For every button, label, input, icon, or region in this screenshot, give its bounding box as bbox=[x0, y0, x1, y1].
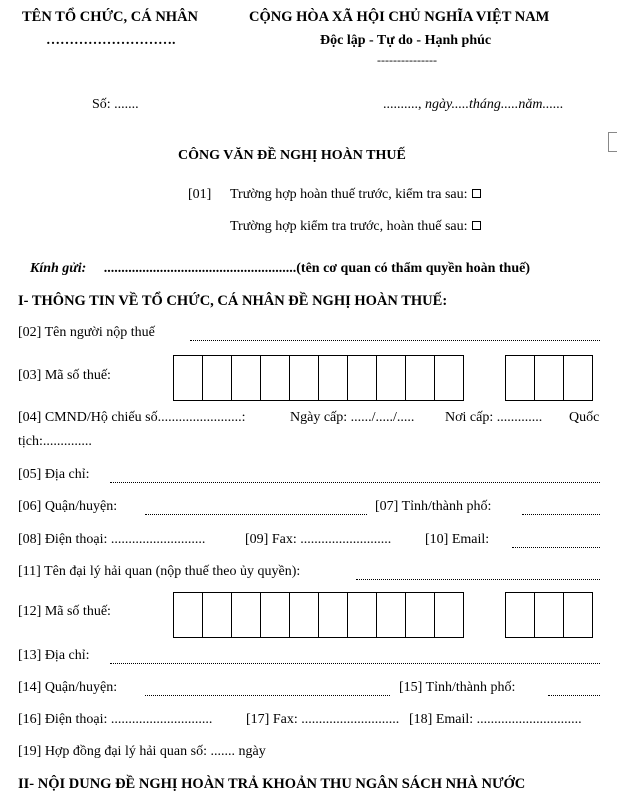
field-04-issue-place: Nơi cấp: ............. bbox=[445, 410, 543, 425]
document-title: CÔNG VĂN ĐỀ NGHỊ HOÀN THUẾ bbox=[178, 148, 406, 163]
field-04-nationality-label: Quốc bbox=[569, 410, 600, 425]
field-10-label: [10] Email: bbox=[425, 532, 490, 547]
field-14-label: [14] Quận/huyện: bbox=[18, 680, 118, 695]
field-10-input[interactable] bbox=[512, 547, 600, 548]
tax-code-cell[interactable] bbox=[290, 356, 319, 400]
field-04-nationality-value: tịch:.............. bbox=[18, 434, 92, 449]
field-15-label: [15] Tỉnh/thành phố: bbox=[399, 680, 516, 695]
tax-code-grid-suffix[interactable] bbox=[505, 355, 593, 401]
field-04-issue-date: Ngày cấp: ....../...../..... bbox=[290, 410, 415, 425]
recipient-label: Kính gửi: bbox=[30, 261, 87, 276]
tax-code-cell[interactable] bbox=[377, 356, 406, 400]
tax-code-cell[interactable] bbox=[377, 593, 406, 637]
field-03-label: [03] Mã số thuế: bbox=[18, 368, 111, 383]
field-09-label: [09] Fax: .......................... bbox=[245, 532, 392, 547]
field-05-input[interactable] bbox=[110, 482, 600, 483]
recipient-line bbox=[30, 261, 530, 277]
tax-code-cell[interactable] bbox=[406, 356, 435, 400]
motto: Độc lập - Tự do - Hạnh phúc bbox=[320, 33, 492, 48]
option-refund-first-label: Trường hợp hoàn thuế trước, kiểm tra sau: bbox=[230, 187, 468, 202]
field-02-input[interactable] bbox=[190, 340, 600, 341]
option-check-first-label: Trường hợp kiểm tra trước, hoàn thuế sau: bbox=[230, 219, 468, 234]
field-08-label: [08] Điện thoại: ........................... bbox=[18, 532, 206, 547]
tax-code-cell[interactable] bbox=[564, 593, 593, 637]
field-05-label: [05] Địa chỉ: bbox=[18, 467, 90, 482]
field-07-input[interactable] bbox=[522, 514, 600, 515]
recipient-dots: ....................................................... bbox=[103, 261, 297, 276]
tax-code-cell[interactable] bbox=[535, 593, 564, 637]
date-place: .........., bbox=[383, 97, 422, 112]
tax-code-cell[interactable] bbox=[174, 356, 203, 400]
tax-code-cell[interactable] bbox=[203, 356, 232, 400]
tax-code-cell[interactable] bbox=[535, 356, 564, 400]
tax-code-grid-agent-suffix[interactable] bbox=[505, 592, 593, 638]
option-code: [01] bbox=[188, 187, 212, 202]
recipient-note: (tên cơ quan có thẩm quyền hoàn thuế) bbox=[296, 261, 530, 276]
date-year: năm...... bbox=[518, 97, 564, 112]
field-02-label: [02] Tên người nộp thuế bbox=[18, 325, 155, 340]
field-15-input[interactable] bbox=[548, 695, 600, 696]
tax-code-cell[interactable] bbox=[290, 593, 319, 637]
field-06-label: [06] Quận/huyện: bbox=[18, 499, 118, 514]
field-17-label: [17] Fax: ............................ bbox=[246, 712, 400, 727]
field-14-input[interactable] bbox=[145, 695, 390, 696]
field-04-id-number: [04] CMND/Hộ chiếu số........................: bbox=[18, 410, 246, 425]
tax-code-cell[interactable] bbox=[174, 593, 203, 637]
tax-code-cell[interactable] bbox=[319, 356, 348, 400]
field-13-input[interactable] bbox=[110, 663, 600, 664]
date-month: tháng..... bbox=[468, 97, 519, 112]
field-13-label: [13] Địa chỉ: bbox=[18, 648, 90, 663]
field-11-input[interactable] bbox=[356, 579, 600, 580]
org-title: TÊN TỔ CHỨC, CÁ NHÂN bbox=[22, 9, 199, 25]
tax-code-cell[interactable] bbox=[406, 593, 435, 637]
tax-code-cell[interactable] bbox=[435, 593, 464, 637]
nation-title: CỘNG HÒA XÃ HỘI CHỦ NGHĨA VIỆT NAM bbox=[249, 9, 550, 25]
tax-code-grid-main[interactable] bbox=[173, 355, 464, 401]
tax-code-cell[interactable] bbox=[564, 356, 593, 400]
tax-code-cell[interactable] bbox=[506, 593, 535, 637]
tax-code-cell[interactable] bbox=[435, 356, 464, 400]
date-day: ngày..... bbox=[421, 97, 469, 112]
field-06-input[interactable] bbox=[145, 514, 367, 515]
motto-rule: --------------- bbox=[377, 53, 437, 67]
section-1-title: I- THÔNG TIN VỀ TỔ CHỨC, CÁ NHÂN ĐỀ NGHỊ HOÀN THUẾ: bbox=[18, 293, 448, 309]
option-refund-first bbox=[230, 187, 481, 203]
tax-code-grid-agent-main[interactable] bbox=[173, 592, 464, 638]
tax-code-cell[interactable] bbox=[506, 356, 535, 400]
tax-code-cell[interactable] bbox=[319, 593, 348, 637]
option-check-first-checkbox[interactable] bbox=[472, 221, 481, 230]
field-11-label: [11] Tên đại lý hải quan (nộp thuế theo ủy quyền): bbox=[18, 564, 301, 579]
tax-code-cell[interactable] bbox=[203, 593, 232, 637]
field-18-label: [18] Email: .............................. bbox=[409, 712, 582, 727]
option-refund-first-checkbox[interactable] bbox=[472, 189, 481, 198]
section-2-title: II- NỘI DUNG ĐỀ NGHỊ HOÀN TRẢ KHOẢN THU NGÂN SÁCH NHÀ NƯỚC bbox=[18, 776, 526, 792]
option-check-first bbox=[230, 219, 481, 235]
field-16-label: [16] Điện thoại: ............................. bbox=[18, 712, 213, 727]
tax-code-cell[interactable] bbox=[232, 356, 261, 400]
tax-code-cell[interactable] bbox=[348, 593, 377, 637]
page-edge-marker bbox=[608, 132, 617, 152]
field-19-label: [19] Hợp đồng đại lý hải quan số: ....... ngày bbox=[18, 744, 266, 759]
field-12-label: [12] Mã số thuế: bbox=[18, 604, 111, 619]
date-line bbox=[383, 97, 563, 113]
tax-code-cell[interactable] bbox=[348, 356, 377, 400]
org-name-dots: ………………………. bbox=[46, 33, 176, 48]
tax-code-cell[interactable] bbox=[232, 593, 261, 637]
document-number: Số: ....... bbox=[92, 97, 139, 112]
tax-code-cell[interactable] bbox=[261, 593, 290, 637]
tax-code-cell[interactable] bbox=[261, 356, 290, 400]
field-07-label: [07] Tỉnh/thành phố: bbox=[375, 499, 492, 514]
